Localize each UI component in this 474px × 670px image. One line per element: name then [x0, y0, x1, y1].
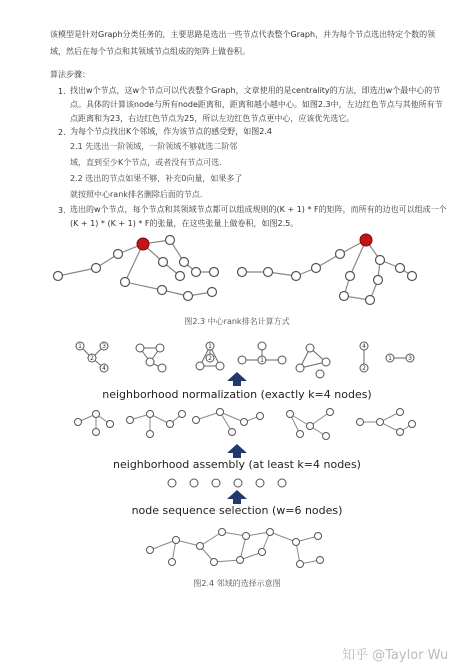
label-neighborhood-assembly: neighborhood assembly (at least k=4 nodes)	[113, 458, 361, 471]
node-number: 4	[362, 343, 366, 350]
algorithm-heading: 算法步骤：	[50, 70, 90, 79]
label-neighborhood-normalization: neighborhood normalization (exactly k=4 nodes)	[102, 388, 372, 401]
sub-item-2: 域，直到至少K个节点，或者没有节点可选.	[70, 158, 222, 167]
watermark: 知乎 @Taylor Wu	[342, 648, 449, 663]
figure-2-3-caption: 图2.3 中心rank排名计算方式	[184, 317, 290, 326]
sub-item-3: 2.2 选出的节点如果不够，补充0向量，如果多了	[70, 174, 243, 183]
figure-2-3-graphs	[0, 232, 474, 312]
figure-2-4-caption: 图2.4 邻域的选择示意图	[193, 579, 281, 588]
node-number: 4	[102, 365, 106, 372]
node-number: 3	[408, 355, 412, 362]
node-number: 2	[90, 355, 94, 362]
node-number: 1	[388, 355, 392, 362]
intro-paragraph: 该模型是针对Graph分类任务的，主要思路是选出一些节点代表整个Graph，并为每个节点选出特定个数的领域，然后在每个节点和其领域节点组成的矩阵上做卷积。	[50, 30, 436, 56]
label-node-sequence-selection: node sequence selection (w=6 nodes)	[131, 504, 343, 517]
up-arrow-icon	[227, 490, 247, 504]
assembled-neighborhood-graphs	[0, 402, 474, 442]
node-number: 2	[208, 355, 212, 362]
node-sequence-circles	[0, 476, 474, 490]
sub-item-1: 2.1 先选出一阶领域，一阶领域不够就选二阶邻	[70, 142, 238, 151]
node-number: 1	[78, 343, 82, 350]
node-number: 2	[362, 365, 366, 372]
step-1-text: 找出w个节点，这w个节点可以代表整个Graph，文章使用的是centrality的方法，即选出w个最中心的节点。具体的计算该node与所有node距离和，距离和越小越中心。如图2.3中，左边红色节点与其他所有节点距离和为23，右边红色节点为25，所以左边红色节点更中心，应该优先选它。	[70, 86, 443, 123]
central-node-right	[360, 234, 372, 246]
node-number: 1	[260, 357, 264, 364]
node-number: 3	[102, 343, 106, 350]
up-arrow-icon	[227, 444, 247, 458]
step-2-text: 为每个节点找出K个邻域，作为该节点的感受野，如图2.4	[70, 127, 272, 136]
sub-item-4: 就按照中心rank排名删除后面的节点.	[70, 190, 203, 199]
node-number: 1	[208, 343, 212, 350]
step-3-text: 选出的w个节点，每个节点和其领域节点都可以组成规则的(K + 1) * F的矩阵，而所有的边也可以组成一个(K + 1) * (K + 1) * F的张量，在这些张量上做卷积，如图2.5。	[70, 205, 447, 228]
up-arrow-icon	[227, 372, 247, 386]
central-node-left	[137, 238, 149, 250]
step-1-number: 1.	[58, 87, 66, 96]
input-graph	[0, 520, 474, 576]
step-3-number: 3.	[58, 206, 66, 215]
step-2-number: 2.	[58, 128, 66, 137]
